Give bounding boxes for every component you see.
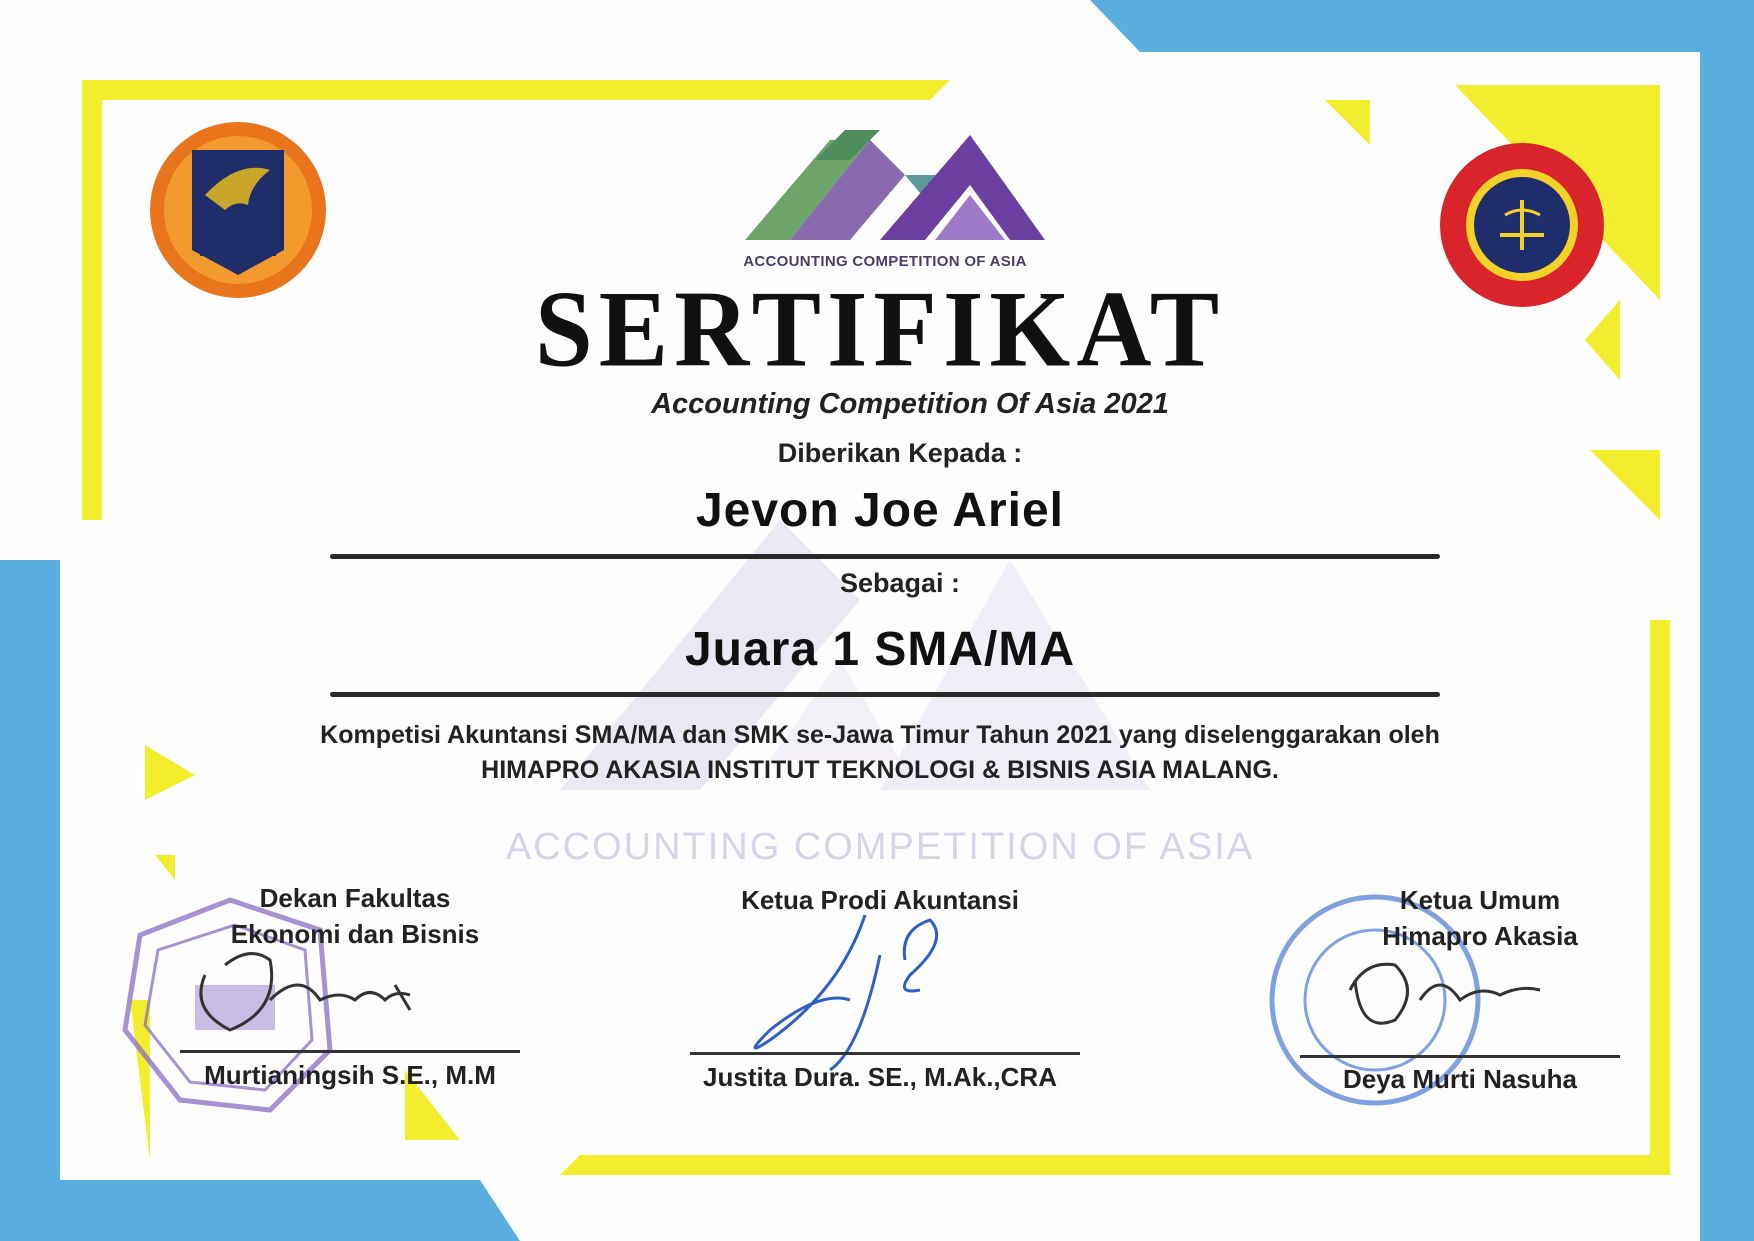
yellow-triangle-tr4 [1590,450,1660,520]
signature-role-ketua: Ketua Umum Himapro Akasia [1382,885,1578,951]
certificate-subtitle: Accounting Competition Of Asia 2021 [651,388,1169,420]
signature-name-ketua: Deya Murti Nasuha [1342,1064,1578,1094]
asia-logo-left [150,122,326,298]
himapro-logo-right [1440,143,1604,307]
certificate-title: SERTIFIKAT [534,269,1226,390]
recipient-name: Jevon Joe Ariel [695,484,1065,537]
signature-line-ketua [1300,1055,1620,1058]
certificate-description [200,718,1560,788]
yellow-triangle-bl [130,1000,150,1160]
signature-name-dean: Murtianingsih S.E., M.M [204,1060,496,1090]
award-underline [330,692,1440,697]
award-title: Juara 1 SMA/MA [684,623,1076,676]
watermark-text: ACCOUNTING COMPETITION OF ASIA [505,826,1255,868]
signature-role-dean: Dekan Fakultas Ekonomi dan Bisnis [230,883,480,949]
yellow-triangle-tr3 [1585,300,1620,380]
aca-logo-caption: ACCOUNTING COMPETITION OF ASIA [743,253,1027,270]
signature-line-dean [180,1050,520,1053]
signature-line-prodi [690,1052,1080,1055]
yellow-triangle-tr2 [1325,100,1370,145]
as-label: Sebagai : [839,568,961,598]
yellow-triangle-left2 [155,855,175,880]
given-to-label: Diberikan Kepada : [777,438,1023,468]
signature-name-prodi: Justita Dura. SE., M.Ak.,CRA [703,1062,1057,1092]
description-line-2: HIMAPRO AKASIA INSTITUT TEKNOLOGI & BISNIS ASIA MALANG. [481,756,1279,784]
aca-logo [745,130,1045,240]
recipient-underline [330,554,1440,559]
signature-middle [755,915,937,1070]
description-line-1: Kompetisi Akuntansi SMA/MA dan SMK se-Jawa Timur Tahun 2021 yang diselenggarakan oleh [320,721,1440,749]
yellow-triangle-left1 [145,745,195,800]
signature-role-prodi: Ketua Prodi Akuntansi [741,885,1019,915]
